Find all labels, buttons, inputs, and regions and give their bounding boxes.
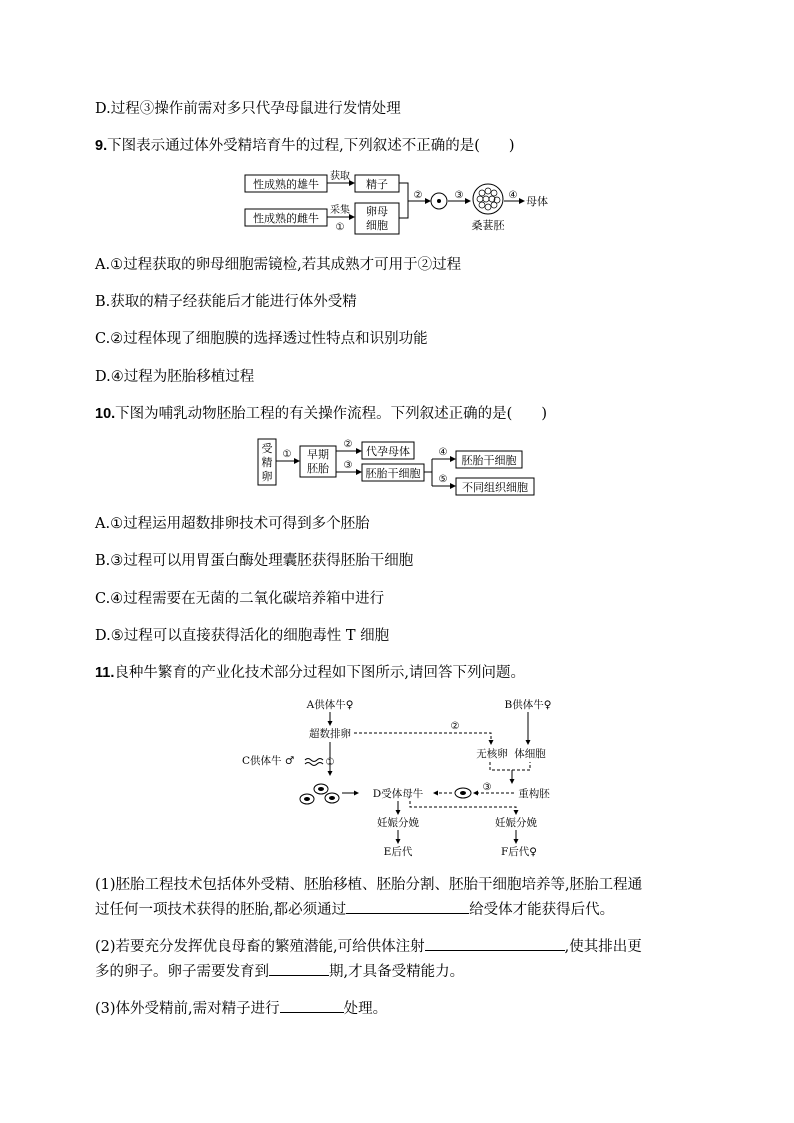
f10-step2: ②: [343, 439, 353, 450]
sub2-text-a: (2)若要充分发挥优良母畜的繁殖潜能,可给供体注射: [95, 939, 425, 955]
f11-step2: ②: [450, 721, 460, 732]
sub3-text-b: 处理。: [343, 1001, 388, 1017]
step4-label: ④: [508, 190, 518, 201]
pregnancy-label-2: 妊娠分娩: [495, 817, 537, 829]
sub2-line2: [95, 960, 464, 981]
step3-label: ③: [454, 190, 464, 201]
pregnancy-label-1: 妊娠分娩: [377, 817, 419, 829]
q8-option-d: D.过程③操作前需对多只代孕母鼠进行发情处理: [95, 101, 401, 117]
f10-step1: ①: [282, 449, 292, 460]
body-cell-label: 体细胞: [514, 748, 546, 760]
sub2-line1: [95, 935, 642, 956]
sub1-text-a: 过任何一项技术获得的胚胎,都必须通过: [95, 902, 347, 918]
q9-option-c: C.②过程体现了细胞膜的选择透过性特点和识别功能: [95, 331, 428, 347]
early-label-2: 胚胎: [307, 462, 329, 475]
q10-option-c: C.④过程需要在无菌的二氧化碳培养箱中进行: [95, 591, 385, 607]
offspring-e-label: E后代: [383, 846, 413, 858]
donor-a-label: A供体牛♀: [306, 699, 354, 711]
egg-label-1: 受: [261, 442, 273, 455]
collect-label: 采集: [330, 205, 350, 216]
donor-c-label: C供体牛 ♂: [242, 755, 295, 767]
sub3-text-a: (3)体外受精前,需对精子进行: [95, 1001, 280, 1017]
esc-label: 胚胎干细胞: [365, 467, 421, 480]
f11-step3: ③: [482, 782, 492, 793]
recipient-label: D受体母牛: [372, 788, 424, 800]
tissue-label: 不同组织细胞: [462, 481, 528, 494]
morula-label: 桑葚胚: [471, 219, 505, 232]
answer-blank-3[interactable]: [269, 961, 329, 976]
step1-label: ①: [335, 222, 345, 233]
f10-step5: ⑤: [438, 474, 448, 485]
sperm-wave-icon: [305, 759, 323, 762]
reconstructed-embryo-icon: [455, 788, 471, 798]
obtain-label: 获取: [330, 171, 350, 182]
female-cattle-label: 性成熟的雌牛: [253, 212, 319, 225]
sub2-text-d: 期,才具备受精能力。: [329, 964, 465, 980]
f10-step4: ④: [438, 447, 448, 458]
q10-number: 10.: [95, 406, 116, 422]
sub1-text-b: 给受体才能获得后代。: [469, 902, 615, 918]
answer-blank-2[interactable]: [425, 936, 565, 951]
sub3-line1: [95, 997, 387, 1018]
sub2-text-c: 多的卵子。卵子需要发育到: [95, 964, 269, 980]
embryo-cluster-icon: [300, 784, 339, 804]
q10-option-b: B.③过程可以用胃蛋白酶处理囊胚获得胚胎干细胞: [95, 553, 414, 569]
q9-text: 下图表示通过体外受精培育牛的过程,下列叙述不正确的是( ): [107, 138, 515, 154]
q10-option-a: A.①过程运用超数排卵技术可得到多个胚胎: [95, 516, 370, 532]
egg-label-3: 卵: [261, 470, 273, 483]
oocyte-label-2: 细胞: [366, 219, 388, 232]
q11-number: 11.: [95, 665, 115, 681]
answer-blank-4[interactable]: [280, 998, 344, 1013]
offspring-f-label: F后代♀: [501, 846, 537, 858]
step2-label: ②: [413, 190, 423, 201]
f11-step1: ①: [325, 757, 335, 768]
q10-text: 下图为哺乳动物胚胎工程的有关操作流程。下列叙述正确的是( ): [115, 406, 547, 422]
q10-option-d: D.⑤过程可以直接获得活化的细胞毒性 T 细胞: [95, 628, 390, 644]
donor-b-label: B供体牛♀: [504, 699, 552, 711]
sperm-label: 精子: [366, 178, 388, 191]
male-cattle-label: 性成熟的雄牛: [253, 178, 319, 191]
egg-label-2: 精: [261, 456, 273, 469]
q9-option-a: A.①过程获取的卵母细胞需镜检,若其成熟才可用于②过程: [95, 257, 462, 273]
early-label-1: 早期: [307, 448, 329, 461]
oocyte-label-1: 卵母: [366, 205, 388, 218]
sub1-line2: [95, 898, 614, 919]
mother-label: 母体: [526, 195, 548, 208]
enucleated-egg-label: 无核卵: [476, 748, 508, 760]
q9-number: 9.: [95, 138, 108, 154]
esc2-label: 胚胎干细胞: [461, 454, 517, 467]
q9-option-d: D.④过程为胚胎移植过程: [95, 369, 255, 385]
answer-blank-1[interactable]: [346, 899, 469, 914]
f10-step3: ③: [343, 460, 353, 471]
sub1-line1: (1)胚胎工程技术包括体外受精、胚胎移植、胚胎分割、胚胎干细胞培养等,胚胎工程通: [95, 877, 643, 893]
surrogate-label: 代孕母体: [366, 445, 410, 458]
q9-option-b: B.获取的精子经获能后才能进行体外受精: [95, 294, 357, 310]
q11-text: 良种牛繁育的产业化技术部分过程如下图所示,请回答下列问题。: [114, 665, 525, 681]
reconstructed-embryo-label: 重构胚: [518, 788, 550, 800]
sub2-text-b: ,使其排出更: [564, 939, 642, 955]
superovulation-label: 超数排卵: [309, 728, 351, 740]
